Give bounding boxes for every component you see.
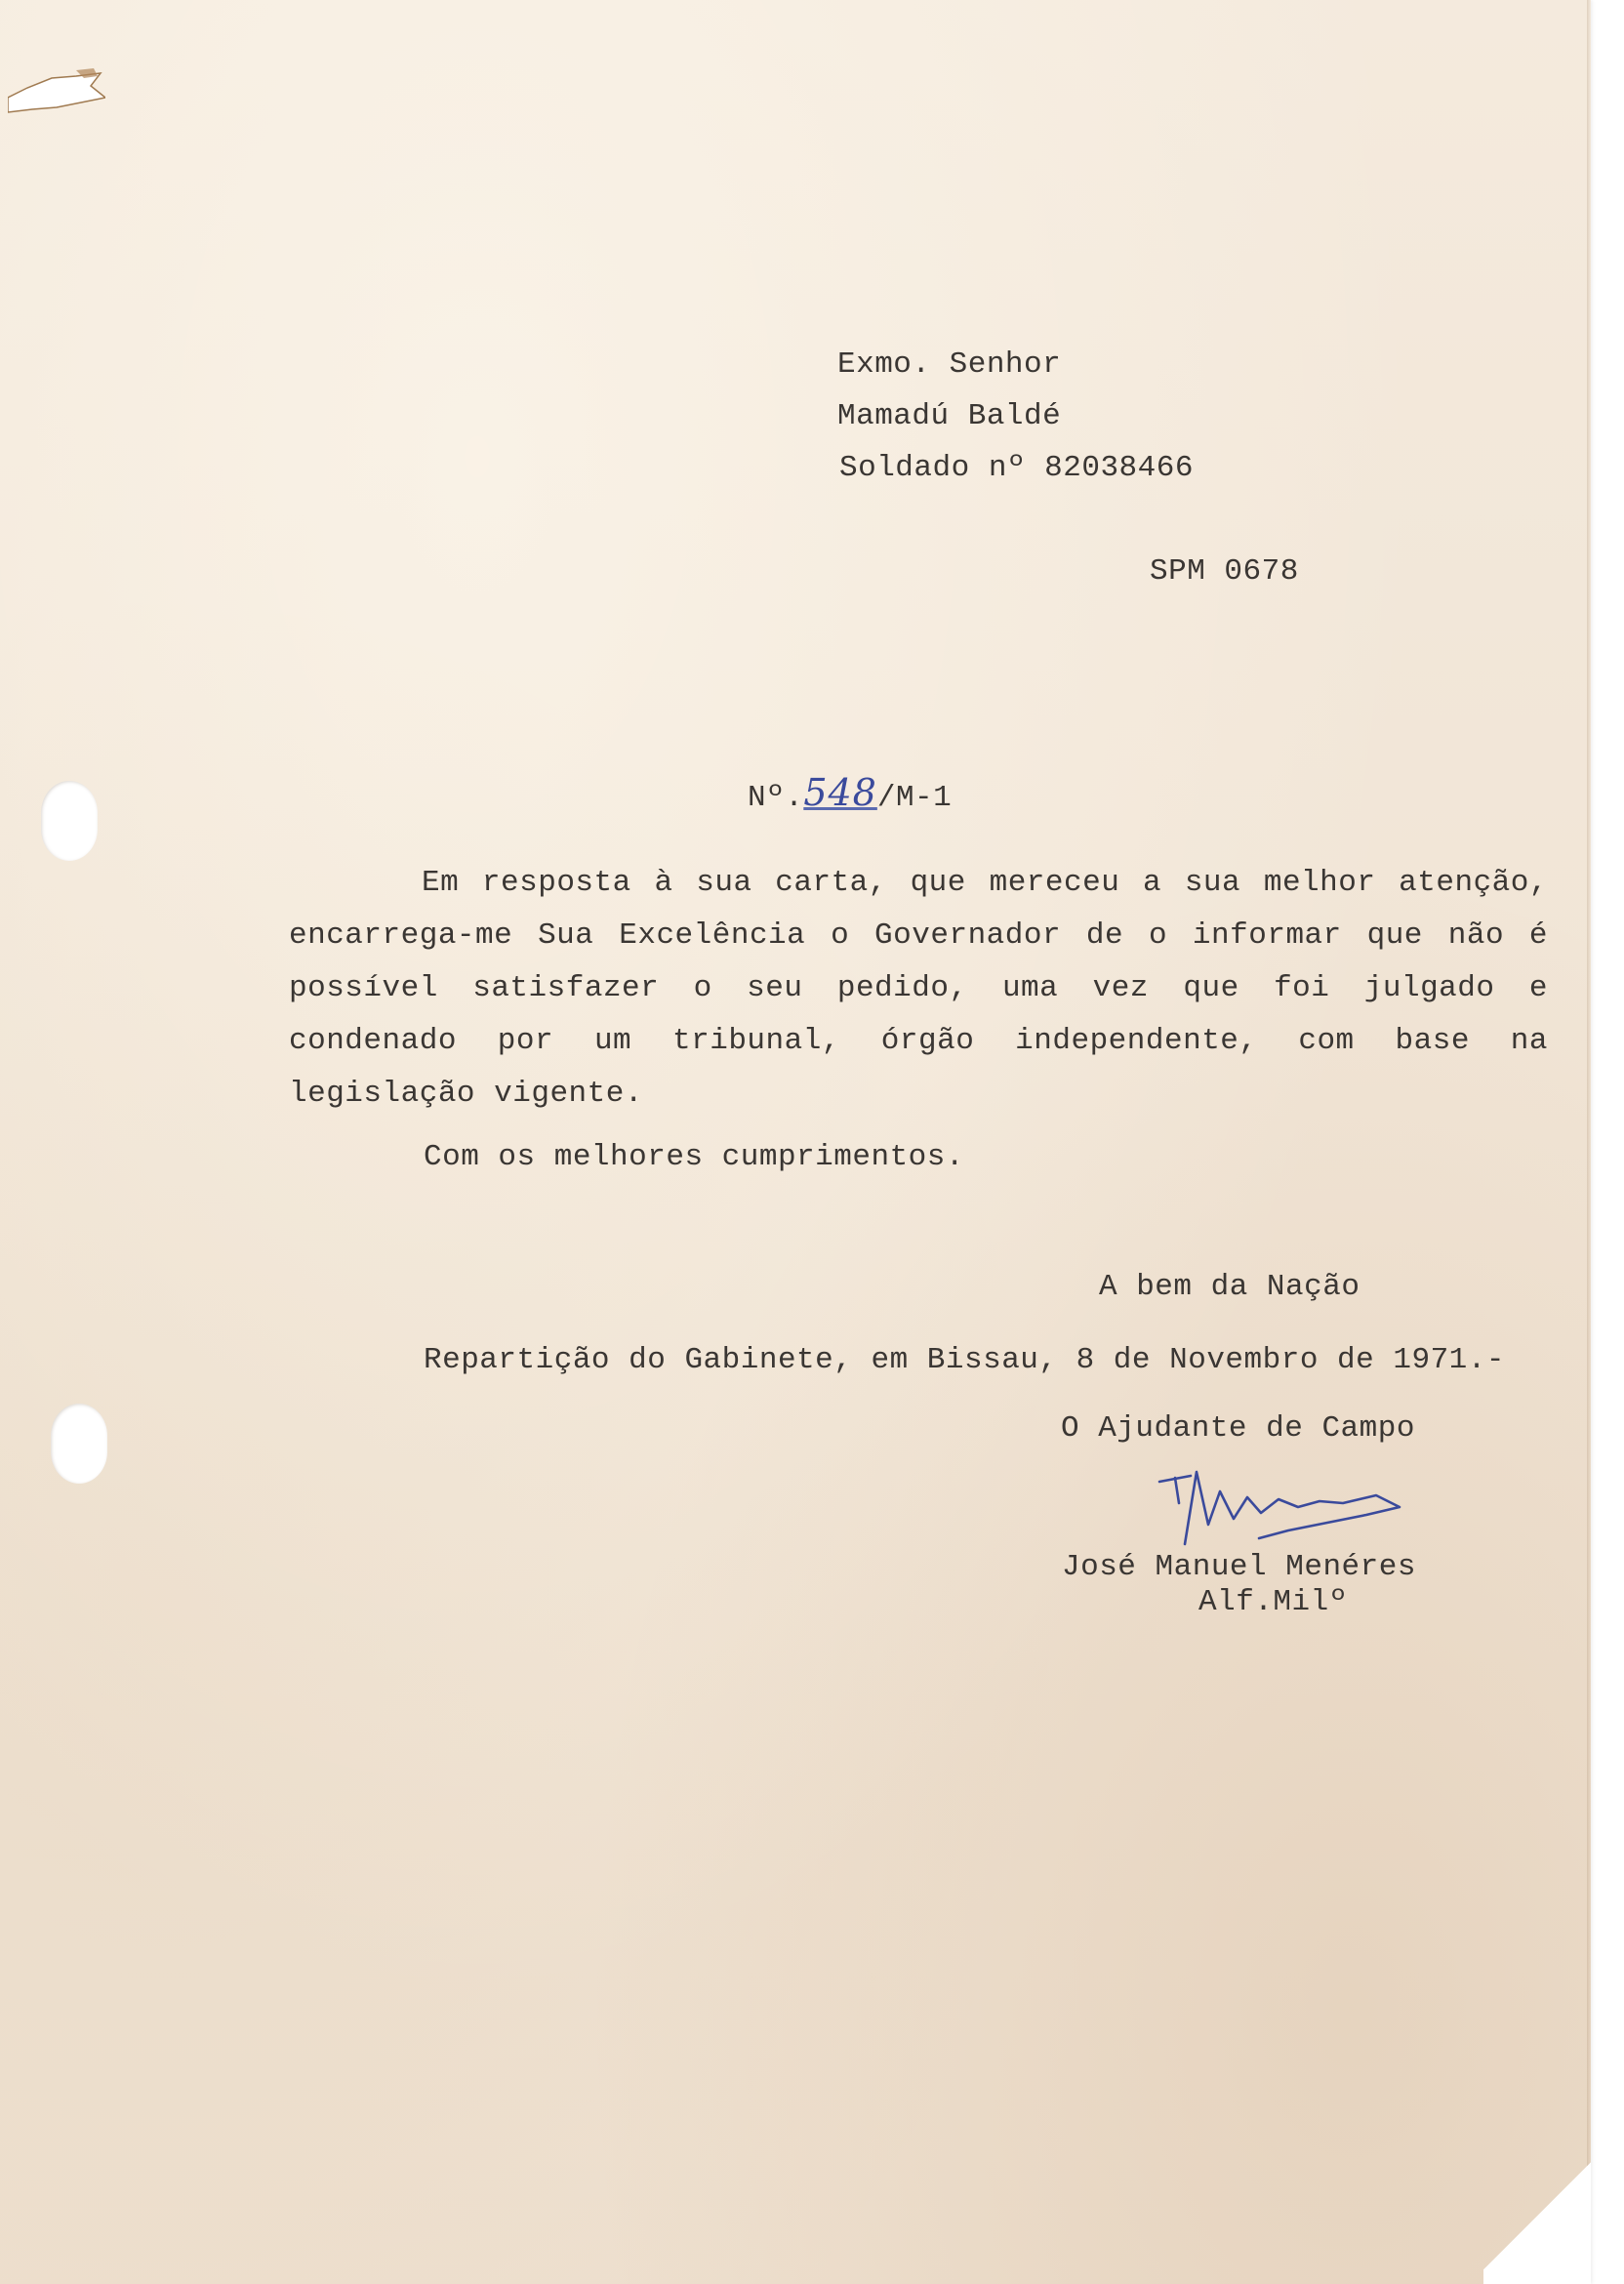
motto: A bem da Nação (1099, 1270, 1360, 1304)
signatory-role: O Ajudante de Campo (1061, 1411, 1415, 1446)
recipient-salutation: Exmo. Senhor (837, 347, 1062, 382)
place-date: Repartição do Gabinete, em Bissau, 8 de Novembro de 1971.- (424, 1343, 1505, 1377)
paper-bottom-corner (1483, 2147, 1591, 2284)
reference-number (748, 771, 953, 815)
recipient-name: Mamadú Baldé (837, 399, 1062, 433)
body-paragraph: Em resposta à sua carta, que mereceu a sua melhor atenção, encarrega-me Sua Excelência o Governador de o informar que não é possível satisfazer o seu pedido, uma vez que foi julgado e condenado por um tribunal, órgão independente, com base na legislação vigente. (289, 866, 1548, 1111)
signatory-rank: Alf.Milº (1198, 1585, 1348, 1619)
recipient-postal-code: SPM 0678 (1150, 554, 1299, 589)
recipient-rank-number: Soldado nº 82038466 (839, 451, 1194, 485)
reference-suffix: /M-1 (876, 781, 953, 815)
torn-corner-mark (8, 59, 105, 127)
handwritten-signature (1152, 1454, 1415, 1552)
handwritten-reference: 548 (803, 771, 877, 814)
paper-right-edge (1587, 0, 1591, 2284)
closing-line: Com os melhores cumprimentos. (424, 1140, 964, 1174)
signatory-name: José Manuel Menéres (1062, 1550, 1416, 1584)
punch-hole-bottom (51, 1404, 107, 1484)
reference-prefix: Nº. (748, 781, 804, 815)
punch-hole-top (41, 781, 98, 861)
